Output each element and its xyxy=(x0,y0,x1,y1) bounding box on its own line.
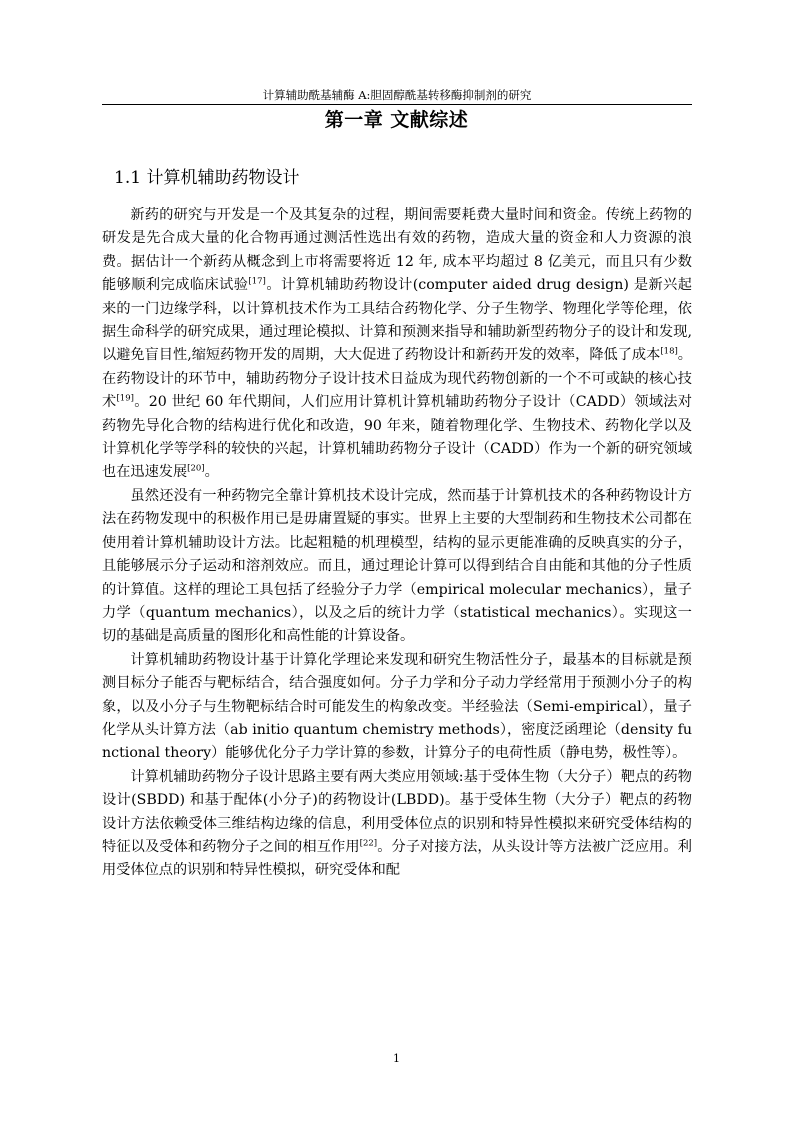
paragraph xyxy=(102,766,692,883)
paragraph-text: 。计算机辅助药物设计(computer aided drug design) 是新兴起来的一门边缘学科，以计算机技术作为工具结合药物化学、分子生物学、物理化学等伦理，依据生命科学的研究成果，通过理论模拟、计算和预测来指导和辅助新型药物分子的设计和发现,以避免盲目性,缩短药物开发的周期，大大促进了药物设计和新药开发的效率，降低了成本 xyxy=(102,277,692,364)
chapter-title: 第一章 文献综述 xyxy=(324,109,469,131)
page-number: 1 xyxy=(393,1052,400,1065)
body-text xyxy=(102,204,692,883)
header-divider xyxy=(102,104,692,105)
paragraph-text: 。20 世纪 60 年代期间，人们应用计算机计算机辅助药物分子设计（CADD）领域法对药物先导化合物的结构进行优化和改造，90 年来，随着物理化学、生物技术、药物化学以及计算机化学等学科的较快的兴起，计算机辅助药物分子设计（CADD）作为一个新的研究领域也在迅速发展 xyxy=(102,394,692,481)
paragraph-text: 。 xyxy=(204,464,219,481)
paragraph xyxy=(102,204,692,485)
paragraph xyxy=(102,485,692,649)
paragraph-text: 计算机辅助药物设计基于计算化学理论来发现和研究生物活性分子，最基本的目标就是预测目标分子能否与靶标结合，结合强度如何。分子力学和分子动力学经常用于预测小分子的构象，以及小分子与生物靶标结合时可能发生的构象改变。半经验法（Semi-empirical），量子化学从头计算方法（ab initio quantum chemistry methods），密度泛函理论（density functional theory）能够优化分子力学计算的参数，计算分子的电荷性质（静电势，极性等）。 xyxy=(102,651,692,762)
paragraph xyxy=(102,649,692,766)
running-header: 计算辅助酰基辅酶 A:胆固醇酰基转移酶抑制剂的研究 xyxy=(262,88,532,102)
paragraph-text: 虽然还没有一种药物完全靠计算机技术设计完成，然而基于计算机技术的各种药物设计方法在药物发现中的积极作用已是毋庸置疑的事实。世界上主要的大型制药和生物技术公司都在使用着计算机辅助设计方法。比起粗糙的机理模型，结构的显示更能准确的反映真实的分子，且能够展示分子运动和溶剂效应。而且，通过理论计算可以得到结合自由能和其他的分子性质的计算值。这样的理论工具包括了经验分子力学（empirical molecular mechanics），量子力学（quantum mechanics），以及之后的统计力学（statistical mechanics）。实现这一切的基础是高质量的图形化和高性能的计算设备。 xyxy=(102,487,692,645)
citation: [20] xyxy=(187,463,205,474)
citation: [19] xyxy=(116,393,134,404)
paragraph-text: 。在药物设计的环节中，辅助药物分子设计技术日益成为现代药物创新的一个不可或缺的核心技术 xyxy=(102,347,692,411)
section-heading: 1.1 计算机辅助药物设计 xyxy=(114,168,300,188)
citation: [18] xyxy=(660,346,678,357)
paragraph-text: 计算机辅助药物分子设计思路主要有两大类应用领域:基于受体生物（大分子）靶点的药物设计(SBDD) 和基于配体(小分子)的药物设计(LBDD)。基于受体生物（大分子）靶点的药物设计方法依赖受体三维结构边缘的信息，利用受体位点的识别和特异性模拟来研究受体结构的特征以及受体和药物分子之间的相互作用 xyxy=(102,768,692,855)
paragraph-text: 。分子对接方法，从头设计等方法被广泛应用。利用受体位点的识别和特异性模拟，研究受体和配 xyxy=(102,838,692,879)
paragraph-text: 新药的研究与开发是一个及其复杂的过程，期间需要耗费大量时间和资金。传统上药物的研发是先合成大量的化合物再通过测活性选出有效的药物，造成大量的资金和人力资源的浪费。据估计一个新药从概念到上市将需要将近 12 年, 成本平均超过 8 亿美元，而且只有少数能够顺利完成临床试验 xyxy=(102,207,692,294)
citation: [22] xyxy=(359,838,378,849)
citation: [17] xyxy=(248,276,266,287)
